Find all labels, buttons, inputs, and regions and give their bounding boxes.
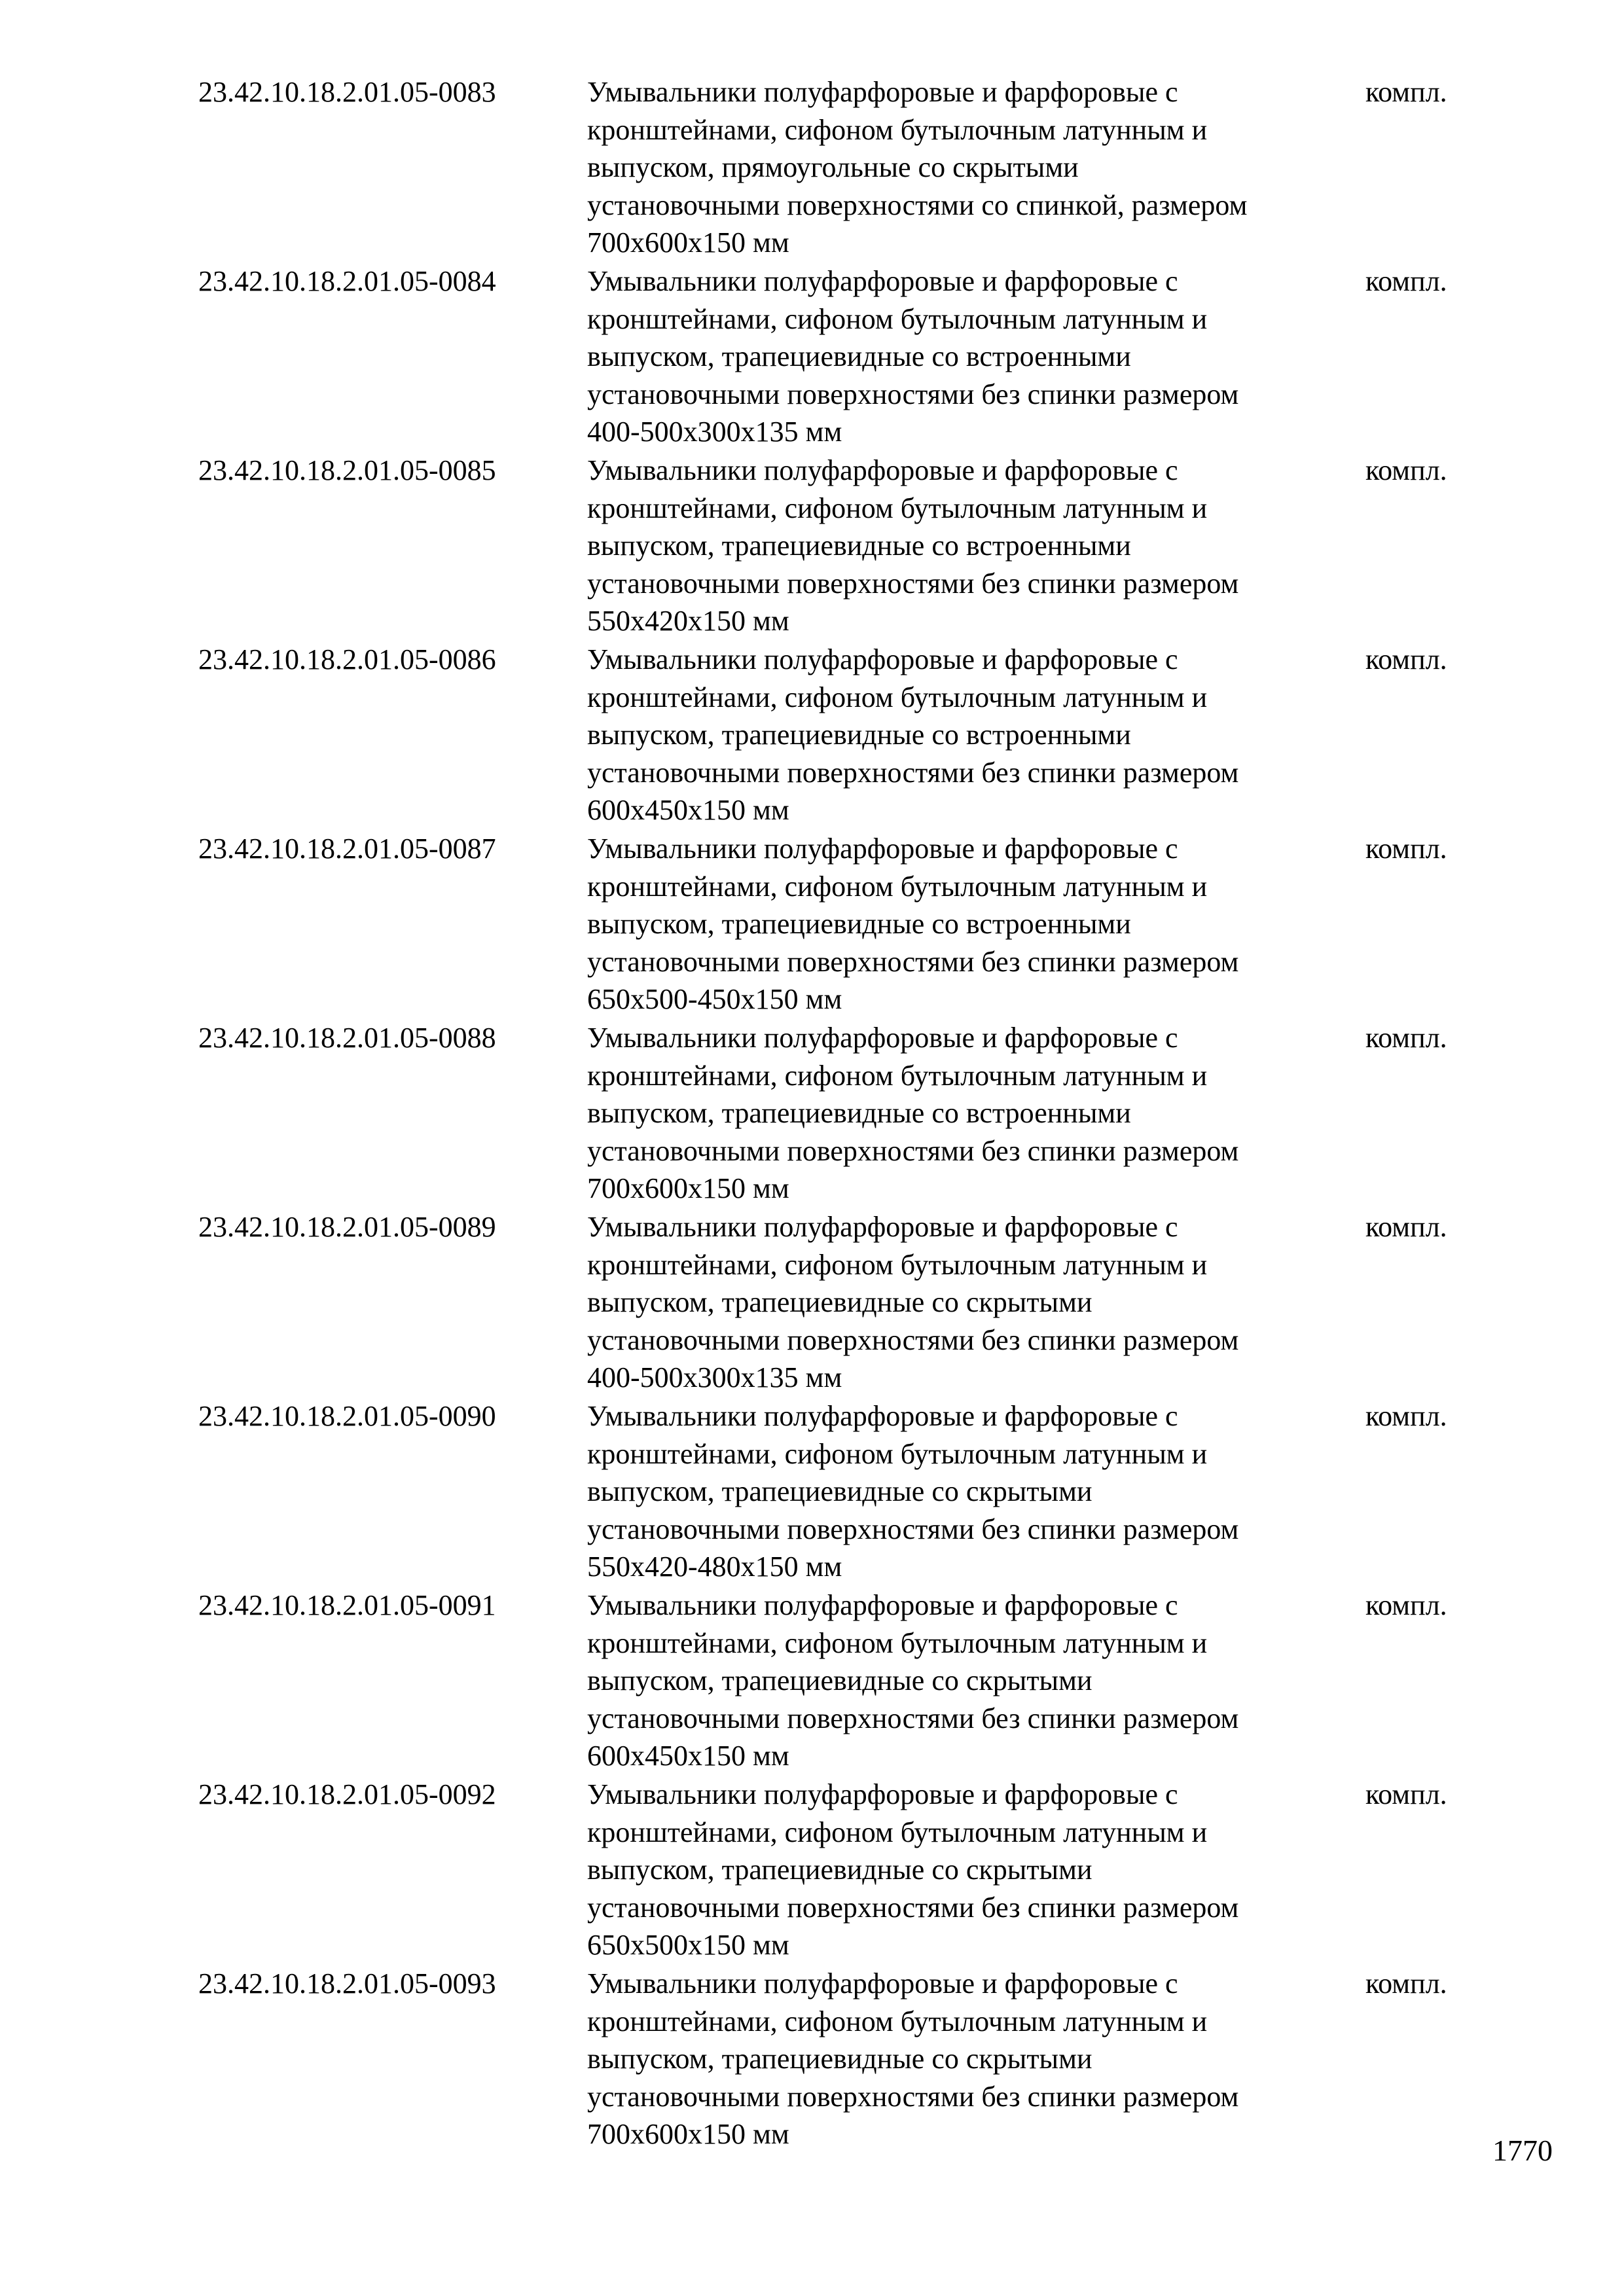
table-row — [198, 73, 1481, 262]
description-line: установочными поверхностями без спинки размером — [587, 1134, 1239, 1167]
description-line: Умывальники полуфарфоровые и фарфоровые с — [587, 1967, 1178, 2000]
description-line: установочными поверхностями без спинки размером — [587, 567, 1239, 600]
table-row — [198, 830, 1481, 1019]
description-line: кронштейнами, сифоном бутылочным латунным и — [587, 302, 1208, 335]
unit-of-measure: компл. — [1365, 643, 1447, 675]
description-line: Умывальники полуфарфоровые и фарфоровые с — [587, 1778, 1178, 1810]
page-number: 1770 — [1492, 2134, 1553, 2167]
table-row — [198, 1965, 1481, 2154]
resource-code: 23.42.10.18.2.01.05-0089 — [198, 1211, 496, 1243]
resource-code: 23.42.10.18.2.01.05-0091 — [198, 1589, 496, 1621]
description-line: 650х500х150 мм — [587, 1929, 789, 1961]
description-line: установочными поверхностями со спинкой, размером — [587, 188, 1248, 221]
description-line: Умывальники полуфарфоровые и фарфоровые с — [587, 454, 1178, 486]
resource-code: 23.42.10.18.2.01.05-0090 — [198, 1400, 496, 1432]
description-line: выпуском, трапециевидные со встроенными — [587, 1097, 1131, 1129]
resource-code: 23.42.10.18.2.01.05-0093 — [198, 1967, 496, 2000]
resource-code: 23.42.10.18.2.01.05-0083 — [198, 76, 496, 108]
description-line: установочными поверхностями без спинки размером — [587, 1702, 1239, 1734]
unit-of-measure: компл. — [1365, 833, 1447, 865]
description-line: установочными поверхностями без спинки размером — [587, 2080, 1239, 2113]
description-line: 400-500х300х135 мм — [587, 416, 842, 448]
table-row — [198, 452, 1481, 641]
description-line: кронштейнами, сифоном бутылочным латунным и — [587, 681, 1208, 713]
description-line: установочными поверхностями без спинки размером — [587, 945, 1239, 978]
description-line: установочными поверхностями без спинки размером — [587, 756, 1239, 789]
description-line: 550х420-480х150 мм — [587, 1551, 842, 1583]
description-line: выпуском, трапециевидные со скрытыми — [587, 1854, 1092, 1886]
table-row — [198, 1208, 1481, 1397]
description-line: выпуском, трапециевидные со встроенными — [587, 908, 1131, 940]
unit-of-measure: компл. — [1365, 265, 1447, 297]
table-row — [198, 1019, 1481, 1208]
description-line: выпуском, прямоугольные со скрытыми — [587, 151, 1079, 183]
description-line: 650х500-450х150 мм — [587, 983, 842, 1015]
description-line: кронштейнами, сифоном бутылочным латунным и — [587, 1059, 1208, 1092]
resource-code: 23.42.10.18.2.01.05-0084 — [198, 265, 496, 297]
description-line: выпуском, трапециевидные со скрытыми — [587, 1475, 1092, 1507]
description-line: Умывальники полуфарфоровые и фарфоровые с — [587, 1211, 1178, 1243]
unit-of-measure: компл. — [1365, 1778, 1447, 1810]
description-line: 550х420х150 мм — [587, 605, 789, 637]
description-line: выпуском, трапециевидные со встроенными — [587, 719, 1131, 751]
description-line: 600х450х150 мм — [587, 794, 789, 826]
table-row — [198, 1587, 1481, 1776]
unit-of-measure: компл. — [1365, 1211, 1447, 1243]
description-line: 700х600х150 мм — [587, 2118, 789, 2150]
description-line: 700х600х150 мм — [587, 226, 789, 259]
description-line: кронштейнами, сифоном бутылочным латунным и — [587, 1816, 1208, 1848]
description-line: кронштейнами, сифоном бутылочным латунным и — [587, 1437, 1208, 1470]
resource-code: 23.42.10.18.2.01.05-0085 — [198, 454, 496, 486]
description-line: выпуском, трапециевидные со скрытыми — [587, 1664, 1092, 1696]
table-row — [198, 262, 1481, 452]
description-line: Умывальники полуфарфоровые и фарфоровые с — [587, 1400, 1178, 1432]
description-line: кронштейнами, сифоном бутылочным латунным и — [587, 113, 1208, 146]
description-line: установочными поверхностями без спинки размером — [587, 1513, 1239, 1545]
resource-code: 23.42.10.18.2.01.05-0092 — [198, 1778, 496, 1810]
description-line: выпуском, трапециевидные со скрытыми — [587, 2043, 1092, 2075]
description-line: кронштейнами, сифоном бутылочным латунным и — [587, 492, 1208, 524]
description-line: 600х450х150 мм — [587, 1740, 789, 1772]
unit-of-measure: компл. — [1365, 1400, 1447, 1432]
description-line: кронштейнами, сифоном бутылочным латунным и — [587, 1626, 1208, 1659]
description-line: Умывальники полуфарфоровые и фарфоровые с — [587, 76, 1178, 108]
resource-code: 23.42.10.18.2.01.05-0087 — [198, 833, 496, 865]
description-line: выпуском, трапециевидные со встроенными — [587, 340, 1131, 372]
table-row — [198, 641, 1481, 830]
description-line: кронштейнами, сифоном бутылочным латунным и — [587, 2005, 1208, 2037]
description-line: 400-500х300х135 мм — [587, 1361, 842, 1393]
unit-of-measure: компл. — [1365, 454, 1447, 486]
description-line: выпуском, трапециевидные со встроенными — [587, 529, 1131, 562]
description-line: Умывальники полуфарфоровые и фарфоровые с — [587, 265, 1178, 297]
unit-of-measure: компл. — [1365, 1022, 1447, 1054]
description-line: 700х600х150 мм — [587, 1172, 789, 1204]
description-line: установочными поверхностями без спинки размером — [587, 378, 1239, 410]
table-row — [198, 1776, 1481, 1965]
unit-of-measure: компл. — [1365, 1967, 1447, 2000]
resource-code: 23.42.10.18.2.01.05-0088 — [198, 1022, 496, 1054]
description-line: Умывальники полуфарфоровые и фарфоровые с — [587, 833, 1178, 865]
description-line: Умывальники полуфарфоровые и фарфоровые с — [587, 1589, 1178, 1621]
unit-of-measure: компл. — [1365, 1589, 1447, 1621]
catalog-table — [198, 73, 1481, 2154]
description-line: кронштейнами, сифоном бутылочным латунным и — [587, 1248, 1208, 1281]
description-line: Умывальники полуфарфоровые и фарфоровые с — [587, 643, 1178, 675]
description-line: установочными поверхностями без спинки размером — [587, 1891, 1239, 1924]
description-line: установочными поверхностями без спинки размером — [587, 1323, 1239, 1356]
table-row — [198, 1397, 1481, 1587]
unit-of-measure: компл. — [1365, 76, 1447, 108]
resource-code: 23.42.10.18.2.01.05-0086 — [198, 643, 496, 675]
description-line: кронштейнами, сифоном бутылочным латунным и — [587, 870, 1208, 903]
description-line: Умывальники полуфарфоровые и фарфоровые с — [587, 1022, 1178, 1054]
description-line: выпуском, трапециевидные со скрытыми — [587, 1286, 1092, 1318]
